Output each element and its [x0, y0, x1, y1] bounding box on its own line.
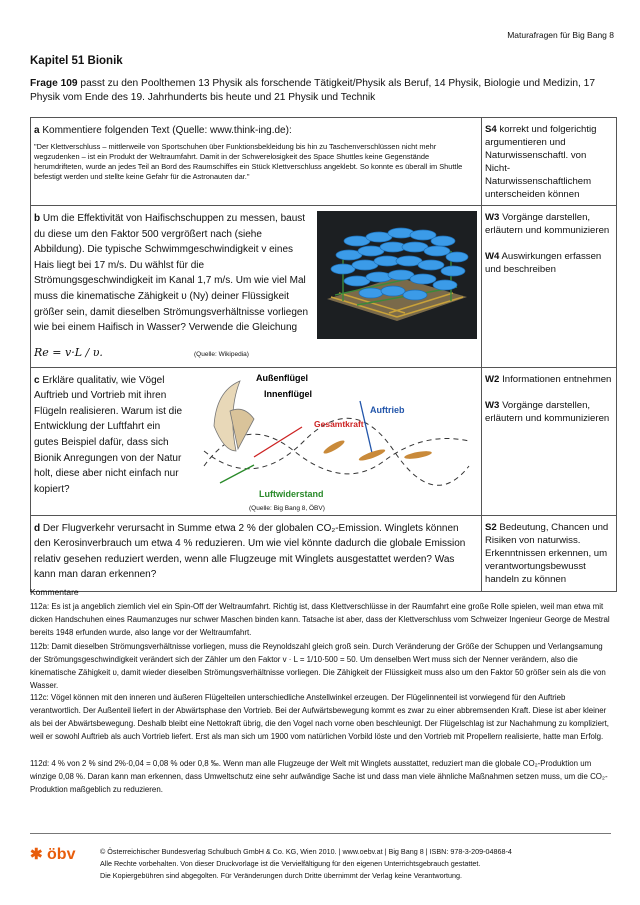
question-a-text: Kommentiere folgenden Text (Quelle: www.think-ing.de): [42, 125, 292, 136]
shark-scale-model-image [317, 211, 477, 339]
label-drag: Luftwiderstand [259, 488, 324, 499]
question-row-d [31, 515, 617, 591]
competence-d-text: Bedeutung, Chancen und Risiken von naturwiss. Erkenntnissen erkennen, um verantwortungsbewusst handeln zu können [485, 521, 609, 585]
chapter-title: Kapitel 51 Bionik [30, 55, 123, 67]
frage-label: Frage 109 [30, 78, 78, 89]
total-force-arrow [254, 427, 302, 457]
frage-intro [30, 77, 615, 105]
question-row-b [31, 206, 617, 368]
competence-b2-text: Auswirkungen erfassen und beschreiben [485, 251, 602, 275]
wing-section-1 [358, 447, 386, 462]
footer-divider [30, 833, 611, 834]
comment-b: 112b: Damit dieselben Strömungsverhältnisse vorliegen, muss die Reynoldszahl gleich groß sein. Durch Veränderung der Größe der Schuppen und Verlangsamung der Strömungsgeschwindigkeit verändert sich der Zähler um den Faktor v · L = 1/10·500 = 50. Um denselben Wert muss sich der Nenner verändern, also die kinematische Zähigkeit υ, damit wieder dieselben Strömungsverhältnisse vorliegen. Die Zähigkeit der Flüssigkeit muss also um den Faktor 50 größer sein als die von Wasser. [30, 642, 606, 690]
footer-line-1: © Österreichischer Bundesverlag Schulbuch GmbH & Co. KG, Wien 2010. | www.oebv.at | Big Bang 8 | ISBN: 978-3-209-04868-4 [100, 847, 512, 856]
competence-c2-text: Vorgänge darstellen, erläutern und kommunizieren [485, 399, 610, 424]
label-total-force: Gesamtkraft [314, 418, 364, 429]
question-b-letter: b [34, 213, 41, 224]
comment-d: 112d: 4 % von 2 % sind 2%·0,04 = 0,08 % oder 0,8 ‰. Wenn man alle Flugzeuge der Welt mit Winglets ausstattet, reduziert man die globale CO₂-Produktion um winzige 0,08 %. Daran kann man erkennen, dass Umweltschutz eine sehr aufwändige Sache ist und dass man viele ähnliche Maßnahmen setzen muss, um die CO₂-Produktion maßgeblich zu reduzieren. [30, 759, 608, 794]
question-b-source: (Quelle: Wikipedia) [194, 350, 249, 358]
competence-a-text: korrekt und folgerichtig argumentieren und Naturwissenschaftl. von Nicht-Naturwissenschaftlichem unterscheiden können [485, 124, 597, 200]
competence-b1-text: Vorgänge darstellen, erläutern und kommunizieren [485, 212, 610, 236]
reynolds-formula: Re = v·L / υ. [34, 345, 103, 359]
question-a-quote: "Der Klettverschluss – mittlerweile von Sportschuhen über Funktionsbekleidung bis hin zu Taschenverschlüssen nicht mehr wegzudenken – ist ein Produkt der Weltraumfahrt. Damit in der Schwerelosigkeit des Space Shuttles keine Gegenstände herumdrifteten, wurde an jedes Teil an Bord des Raumschiffes ein Stück Klettverschluss angeklebt. So konnte es überall im Shuttle befestigt werden und stellte keine Gefahr für die Astronauten dar." [34, 141, 463, 182]
page-header: Maturafragen für Big Bang 8 [507, 30, 614, 40]
competence-b1-label: W3 [485, 212, 500, 223]
question-c-text: Erkläre qualitativ, wie Vögel Auftrieb und Vortrieb mit ihren Flügeln realisieren. Warum ist die Entwicklung der Luftfahrt ein gutes Beispiel dafür, dass sich Bionik Anregungen von der Natur holt, diese aber nicht einfach nur kopiert? [34, 374, 183, 495]
label-outer-wing: Außenflügel [256, 372, 308, 383]
question-d-letter: d [34, 522, 41, 534]
comment-a: 112a: Es ist ja angeblich ziemlich viel ein Spin-Off der Weltraumfahrt. Richtig ist, dass Klettverschlüsse in der Raumfahrt eine große Rolle spielen, weil man etwa mit dicken Handschuhen eines Raumanzuges nur schwer Maschen binden kann. Tatsache ist aber, dass der Klettverschluss vom Schweizer Ingenieur George de Mestral bereits 1948 erfunden wurde, also lange vor der Weltraumfahrt. [30, 602, 610, 637]
competence-b-cell [482, 206, 617, 368]
competence-c2-label: W3 [485, 399, 500, 411]
comments-heading: Kommentare [30, 587, 79, 597]
wing-section-3 [322, 438, 346, 455]
frage-text: passt zu den Poolthemen 13 Physik als forschende Tätigkeit/Physik als Beruf, 14 Physik, Biologie und Medizin, 17 Physik vom Ende des 19. Jahrhunderts bis heute und 21 Physik und Technik [30, 78, 595, 103]
logo-star-icon: ✱ [30, 846, 43, 863]
bird-flight-diagram [184, 371, 474, 511]
question-table [30, 117, 617, 592]
competence-c1-label: W2 [485, 373, 500, 385]
footer-line-2: Alle Rechte vorbehalten. Von dieser Druckvorlage ist die Vervielfältigung für den eigenen Unterrichtsgebrauch gestattet. [100, 859, 481, 869]
question-a-cell [31, 118, 482, 206]
question-d-text: Der Flugverkehr verursacht in Summe etwa 2 % der globalen CO₂-Emission. Winglets können den Kerosinverbrauch um etwa 4 % reduzieren. Um wie viel könnte dadurch die globale Emission relativ gesehen reduziert werden, wenn alle Flugzeuge mit Winglets ausgestattet werden? Was kann man daran erkennen? [34, 522, 466, 581]
footer-text [100, 846, 512, 883]
competence-c1-text: Informationen entnehmen [502, 373, 612, 385]
question-row-c [31, 367, 617, 515]
competence-b2-label: W4 [485, 251, 500, 262]
competence-a-cell [482, 118, 617, 206]
comment-c: 112c: Vögel können mit den inneren und äußeren Flügelteilen unterschiedliche Anstellwinkel erzeugen. Der Flügelinnenteil ist vorwiegend für den Auftrieb verantwortlich. Der Außenteil liefert in der Abwärtsphase den Vortrieb. Bei der Aufwärtsbewegung kommt es zwar zu einer abbremsenden Kraft. Diese ist aber kleiner als bei der Abwärtsbewegung. Deshalb bleibt eine Nettokraft übrig, die den Vogel nach vorne oben beschleunigt. Der Flügelschlag ist zur Nachahmung zu kompliziert, weil er sowohl Auftrieb als auch Vortrieb liefert. Erst als man sich um 1900 vom natürlichen Vorbild löste und den Vortrieb mit Propellern realisierte, hatte man Erfolg. [30, 693, 609, 741]
competence-a-label: S4 [485, 124, 497, 135]
question-c-cell [31, 367, 482, 515]
publisher-logo [30, 845, 75, 864]
question-d-cell [31, 515, 482, 591]
wing-section-2 [404, 449, 433, 460]
question-c-letter: c [34, 374, 40, 386]
question-a-letter: a [34, 125, 40, 136]
logo-text: öbv [47, 846, 76, 863]
shark-scale-figure [317, 211, 477, 345]
competence-c-cell [482, 367, 617, 515]
competence-d-label: S2 [485, 521, 497, 533]
question-b-text: Um die Effektivität von Haifischschuppen zu messen, baust du diese um den Faktor 500 vergrößert nach (siehe Abbildung). Die typische Schwimmgeschwindigkeit v eines Hais liegt bei 17 m/s. Du wählst für die Strömungsgeschwindigkeit im Kanal 1,7 m/s. Um wie viel Mal muss die kinematische Zähigkeit υ (Ny) deiner Flüssigkeit größer sein, damit dieselben Strömungsverhältnisse vorliegen wie bei einem Haifisch in Wasser? Verwende die Gleichung [34, 213, 309, 334]
label-lift: Auftrieb [370, 404, 405, 415]
label-inner-wing: Innenflügel [264, 388, 312, 399]
question-b-cell [31, 206, 482, 368]
competence-d-cell [482, 515, 617, 591]
question-c-source: (Quelle: Big Bang 8, ÖBV) [249, 504, 325, 512]
footer-line-3: Die Kopiergebühren sind abgegolten. Für Veränderungen durch Dritte übernimmt der Verlag keine Verantwortung. [100, 871, 462, 881]
question-row-a [31, 118, 617, 206]
